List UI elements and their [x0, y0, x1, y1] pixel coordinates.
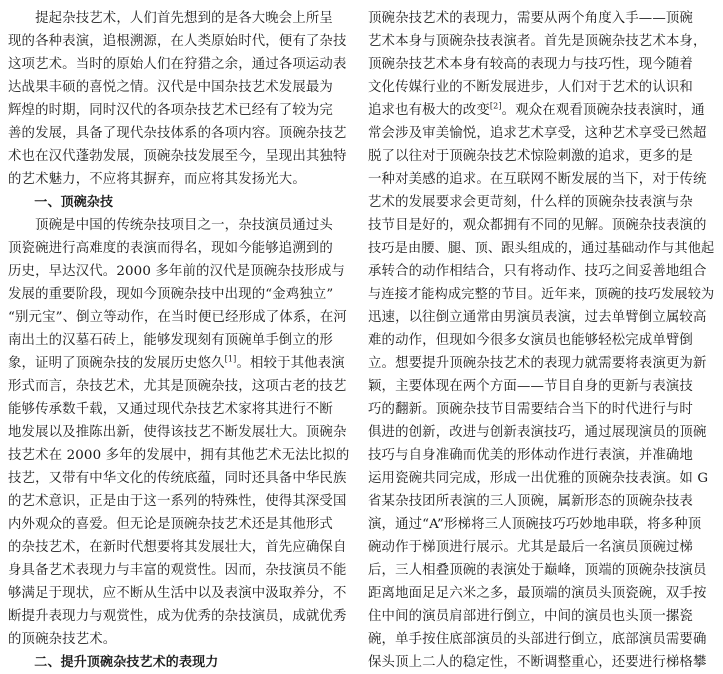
text-line: 碗，单手按住底部演员的头部进行倒立，底部演员需要确 — [368, 632, 707, 647]
text-line: 住中间的演员肩部进行倒立，中间的演员也头顶一摞瓷 — [368, 609, 693, 624]
text-line: 文化传媒行业的不断发展进步，人们对于艺术的认识和 — [368, 80, 693, 95]
text-line: 辉煌的时期，同时汉代的各项杂技艺术已经有了较为完 — [8, 103, 333, 118]
text-line: 技节目是好的，观众都拥有不同的见解。顶碗杂技表演的 — [368, 218, 707, 233]
text-line: 现的各种表演，追根溯源，在人类原始时代，便有了杂技 — [8, 34, 347, 49]
text-line: 难的动作，但现如今很多女演员也能够轻松完成单臂倒 — [368, 333, 693, 348]
section-heading: 二、提升顶碗杂技艺术的表现力 — [8, 655, 219, 670]
text-line: 的杂技艺术，在新时代想要将其发展壮大，首先应确保自 — [8, 540, 347, 555]
text-line: 与连接才能构成完整的节目。近年来，顶碗的技巧发展较为 — [368, 287, 715, 302]
text-line: 技艺术在 2000 多年的发展中，拥有其他艺术无法比拟的 — [8, 448, 350, 463]
text-line: 历史，早达汉代。2000 多年前的汉代是顶碗杂技形成与 — [8, 264, 345, 279]
right-text-column — [368, 7, 716, 674]
text-line: 达战果丰硕的喜悦之情。汉代是中国杂技艺术发展最为 — [8, 80, 333, 95]
text-line: 顶瓷碗进行高难度的表演而得名，现如今能够追溯到的 — [8, 241, 333, 256]
text-line: 颖，主要体现在两个方面——节目自身的更新与表演技 — [368, 379, 693, 394]
text-line: 巧的翻新。顶碗杂技节目需要结合当下的时代进行与时 — [368, 402, 693, 417]
text-line: 脱了以往对于顶碗杂技艺术惊险刺激的追求，更多的是 — [368, 149, 693, 164]
text-line: 距离地面足足六米之多，最顶端的演员头顶瓷碗，双手按 — [368, 586, 707, 601]
text-line: 运用瓷碗共同完成，形成一出优雅的顶碗杂技表演。如 G — [368, 471, 709, 486]
reference-marker: [1] — [224, 354, 237, 364]
text-line: 象，证明了顶碗杂技的发展历史悠久[1]。相较于其他表演 — [8, 354, 345, 371]
text-line: 顶碗杂技艺术的表现力，需要从两个角度入手——顶碗 — [368, 11, 693, 26]
text-line: 提起杂技艺术，人们首先想到的是各大晚会上所呈 — [8, 11, 333, 26]
text-line: 俱进的创新，改进与创新表演技巧，通过展现演员的顶碗 — [368, 425, 707, 440]
text-line: 术也在汉代蓬勃发展，顶碗杂技发展至今，呈现出其独特 — [8, 149, 347, 164]
text-line: 一种对美感的追求。在互联网不断发展的当下，对于传统 — [368, 172, 707, 187]
reference-marker: [2] — [489, 101, 502, 111]
text-line: 常会涉及审美愉悦，追求艺术享受，这种艺术享受已然超 — [368, 126, 707, 141]
text-line: 技巧是由腰、腿、顶、跟头组成的，通过基础动作与其他起 — [368, 241, 715, 256]
section-heading: 一、顶碗杂技 — [8, 195, 114, 210]
text-line: 技艺，又带有中华文化的传统底蕴，同时还具备中华民族 — [8, 471, 347, 486]
text-line: 保头顶上二人的稳定性，不断调整重心，还要进行梯格攀 — [368, 655, 707, 670]
text-line: 碗动作于梯顶进行展示。尤其是最后一名演员顶碗过梯 — [368, 540, 693, 555]
text-line: 艺术本身与顶碗杂技表演者。首先是顶碗杂技艺术本身， — [368, 34, 707, 49]
text-line: 的顶碗杂技艺术。 — [8, 632, 117, 647]
text-line: 承转合的动作相结合，只有将动作、技巧之间妥善地组合 — [368, 264, 707, 279]
text-line: 省某杂技团所表演的三人顶碗，属新形态的顶碗杂技表 — [368, 494, 693, 509]
text-line: 的艺术意识，正是由于这一系列的特殊性，使得其深受国 — [8, 494, 347, 509]
text-line: 顶碗是中国的传统杂技项目之一，杂技演员通过头 — [8, 218, 333, 233]
text-line: 善的发展，具备了现代杂技体系的各项内容。顶碗杂技艺 — [8, 126, 347, 141]
left-text-column — [8, 7, 353, 674]
text-line: 技巧与自身准确而优美的形体动作进行表演，并准确地 — [368, 448, 693, 463]
text-line: 够满足于现状，应不断从生活中以及表演中汲取养分，不 — [8, 586, 347, 601]
text-line: 南出土的汉墓石砖上，能够发现刻有顶碗单手倒立的形 — [8, 333, 333, 348]
text-line: 地发展以及推陈出新，使得该技艺不断发展壮大。顶碗杂 — [8, 425, 347, 440]
text-line: 艺术的发展要求会更苛刻，什么样的顶碗杂技表演与杂 — [368, 195, 693, 210]
text-line: 迅速，以往倒立通常由男演员表演，过去单臂倒立属较高 — [368, 310, 707, 325]
text-line: 内外观众的喜爱。但无论是顶碗杂技艺术还是其他形式 — [8, 517, 333, 532]
text-line: 发展的重要阶段，现如今顶碗杂技中出现的“金鸡独立” — [8, 287, 334, 302]
text-line: 顶碗杂技艺术本身有较高的表现力与技巧性，现今随着 — [368, 57, 693, 72]
text-line: 身具备艺术表现力与丰富的观赏性。因而，杂技演员不能 — [8, 563, 347, 578]
text-line: 立。想要提升顶碗杂技艺术的表现力就需要将表演更为新 — [368, 356, 707, 371]
text-line: 断提升表现力与观赏性，成为优秀的杂技演员，成就优秀 — [8, 609, 347, 624]
text-line: 追求也有极大的改变[2]。观众在观看顶碗杂技表演时，通 — [368, 101, 705, 118]
text-line: 形式而言，杂技艺术，尤其是顶碗杂技，这项古老的技艺 — [8, 379, 347, 394]
text-line: 能够传承数千载，又通过现代杂技艺术家将其进行不断 — [8, 402, 333, 417]
text-line: “别元宝”、倒立等动作，在当时便已经形成了体系，在河 — [8, 310, 347, 325]
text-line: 后，三人相叠顶碗的表演处于巅峰，顶端的顶碗杂技演员 — [368, 563, 707, 578]
text-line: 演，通过“A”形梯将三人顶碗技巧巧妙地串联，将多种顶 — [368, 517, 702, 532]
text-line: 的艺术魅力，不应将其摒弃，而应将其发扬光大。 — [8, 172, 306, 187]
text-line: 这项艺术。当时的原始人们在狩猎之余，通过各项运动表 — [8, 57, 347, 72]
